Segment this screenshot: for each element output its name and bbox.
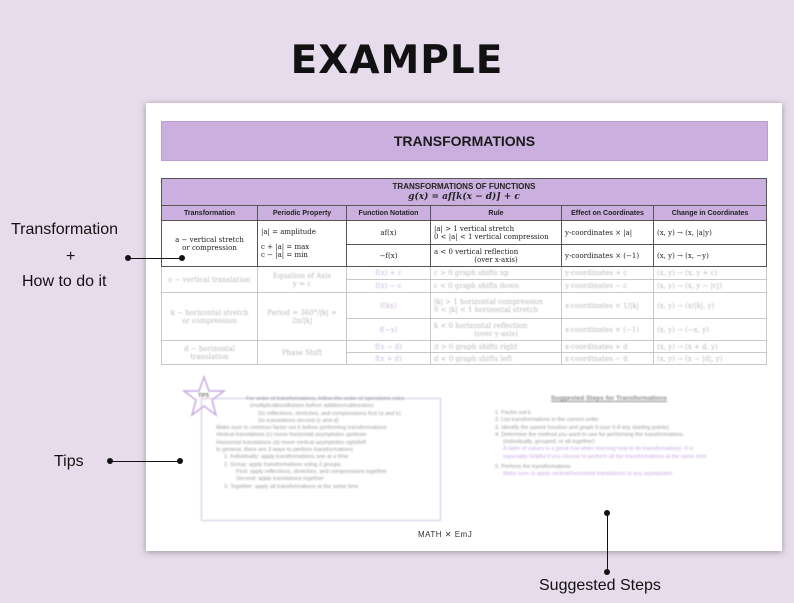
- steps-list: [451, 410, 767, 479]
- table-cell: Phase Shift: [258, 341, 347, 365]
- table-cell: f(x + d): [347, 353, 431, 365]
- list-item: A table of values is a great tool when learning how to do transformations. It is: [503, 446, 694, 453]
- table-row: [162, 221, 767, 245]
- table-header-row: [162, 206, 767, 221]
- list-item: Do reflections, stretches, and compressions first (a and k): [258, 410, 401, 417]
- table-cell: (x, y) → (x/|k|, y): [654, 293, 767, 319]
- callout-line: [607, 513, 608, 572]
- table-title: TRANSFORMATIONS OF FUNCTIONS: [392, 182, 536, 191]
- table-cell: k − horizontal stretch or compression: [162, 293, 258, 341]
- list-item: 1. Factor out k: [495, 410, 531, 416]
- table-title-row: [162, 179, 767, 206]
- table-cell: (x, y) → (x + d, y): [654, 341, 767, 353]
- table-cell: |a| > 1 vertical stretch 0 < |a| < 1 vertical compression: [431, 221, 562, 245]
- callout-dot: [107, 458, 113, 464]
- callout-dot: [177, 458, 183, 464]
- table-cell: y-coordinates − c: [562, 280, 654, 293]
- list-item: First: apply reflections, stretches, and compressions together: [236, 468, 387, 475]
- list-item: 5. Perform the transformations: [495, 464, 571, 471]
- column-header: Periodic Property: [258, 206, 347, 221]
- list-item: Vertical translations (c) move horizontal asymptotes up/down: [216, 432, 367, 439]
- list-item: For order of transformations, follow the order of operations rules: [246, 396, 405, 402]
- table-cell: (x, y) → (x, y + c): [654, 267, 767, 280]
- list-item: especially helpful if you choose to perform all the transformations at the same time.: [503, 453, 709, 460]
- callout-suggested-steps: Suggested Steps: [539, 577, 661, 594]
- tips-star-label: TIPS: [198, 393, 210, 399]
- table-cell: x-coordinates + d: [562, 341, 654, 353]
- callout-line: [110, 461, 180, 462]
- table-cell: f(−x): [347, 319, 431, 341]
- suggested-steps-box: [451, 386, 767, 516]
- table-cell: k < 0 horizontal reflection (over y-axis): [431, 319, 562, 341]
- table-row: [162, 293, 767, 319]
- callout-how-to: How to do it: [22, 273, 107, 290]
- column-header: Effect on Coordinates: [562, 206, 654, 221]
- table-cell: |k| > 1 horizontal compression 0 < |k| < 1 horizontal stretch: [431, 293, 562, 319]
- table-cell: a − vertical stretch or compression: [162, 221, 258, 267]
- list-item: 3. Identify the parent function and graph it (use 5-8 key starting points): [495, 424, 669, 431]
- worksheet-preview: [146, 103, 782, 551]
- table-cell: (x, y) → (−x, y): [654, 319, 767, 341]
- table-cell: (x, y) → (x, −y): [654, 245, 767, 267]
- list-item: 4. Determine the method you want to use for performing the transformations: [495, 431, 684, 438]
- column-header: Transformation: [162, 206, 258, 221]
- list-item: 3. Together: apply all transformations at the same time: [224, 483, 359, 490]
- transformations-table: [161, 178, 767, 365]
- table-cell: x-coordinates × 1/|k|: [562, 293, 654, 319]
- table-row: [162, 267, 767, 280]
- table-cell: Period = 360°/|k| = 2π/|k|: [258, 293, 347, 341]
- list-item: Horizontal translations (d) move vertical asymptotes right/left: [216, 439, 366, 446]
- column-header: Function Notation: [347, 206, 431, 221]
- page-heading: EXAMPLE: [290, 38, 504, 83]
- table-cell: x-coordinates × (−1): [562, 319, 654, 341]
- table-cell: d > 0 graph shifts right: [431, 341, 562, 353]
- table-row: [162, 341, 767, 353]
- callout-tips: Tips: [54, 453, 84, 470]
- table-cell: f(x) + c: [347, 267, 431, 280]
- table-cell: y-coordinates × (−1): [562, 245, 654, 267]
- table-cell: a < 0 vertical reflection (over x-axis): [431, 245, 562, 267]
- brand-logo: MATH ✕ EmJ: [418, 530, 473, 539]
- table-formula: g(x) = af[k(x − d)] + c: [408, 192, 520, 202]
- tips-list: [206, 396, 438, 491]
- list-item: (multiplication/division before addition/subtraction): [250, 403, 374, 410]
- table-cell: f(kx): [347, 293, 431, 319]
- table-cell: (x, y) → (x − |d|, y): [654, 353, 767, 365]
- callout-dot: [125, 255, 131, 261]
- list-item: 1. Individually: apply transformations one at a time: [224, 454, 349, 461]
- list-item: Do translations second (c and d): [258, 417, 339, 424]
- table-cell: y-coordinates × |a|: [562, 221, 654, 245]
- table-cell: y-coordinates + c: [562, 267, 654, 280]
- list-item: Make sure to common factor out k before performing transformations: [216, 425, 387, 432]
- column-header: Rule: [431, 206, 562, 221]
- table-cell: c < 0 graph shifts down: [431, 280, 562, 293]
- steps-title: Suggested Steps for Transformations: [551, 395, 667, 402]
- table-cell: (x, y) → (x, y − |c|): [654, 280, 767, 293]
- callout-plus: +: [66, 248, 76, 265]
- column-header: Change in Coordinates: [654, 206, 767, 221]
- callout-dot: [179, 255, 185, 261]
- table-cell: d − horizontal translation: [162, 341, 258, 365]
- worksheet-banner: TRANSFORMATIONS: [161, 121, 768, 161]
- list-item: In general, there are 3 ways to perform transformations:: [216, 447, 355, 454]
- list-item: 2. Group: apply transformations using 2 groups: [224, 461, 341, 468]
- callout-line: [128, 258, 182, 259]
- table-cell: (x, y) → (x, |a|y): [654, 221, 767, 245]
- table-cell: |a| = amplitude c + |a| = max c − |a| = min: [258, 221, 347, 267]
- table-cell: Equation of Axis y = c: [258, 267, 347, 293]
- table-cell: af(x): [347, 221, 431, 245]
- table-cell: x-coordinates − d: [562, 353, 654, 365]
- callout-transformation: Transformation: [11, 221, 118, 238]
- callout-dot: [604, 510, 610, 516]
- table-cell: f(x) − c: [347, 280, 431, 293]
- list-item: Make sure to apply vertical/horizontal translations to any asymptotes: [503, 471, 673, 478]
- table-cell: −f(x): [347, 245, 431, 267]
- table-cell: c > 0 graph shifts up: [431, 267, 562, 280]
- list-item: 2. List transformations in the correct order: [495, 417, 599, 424]
- table-cell: c − vertical translation: [162, 267, 258, 293]
- table-cell: f(x − d): [347, 341, 431, 353]
- list-item: (individually, grouped, or all together): [503, 439, 595, 446]
- callout-dot: [604, 569, 610, 575]
- list-item: Second: apply translations together: [236, 476, 324, 483]
- table-cell: d < 0 graph shifts left: [431, 353, 562, 365]
